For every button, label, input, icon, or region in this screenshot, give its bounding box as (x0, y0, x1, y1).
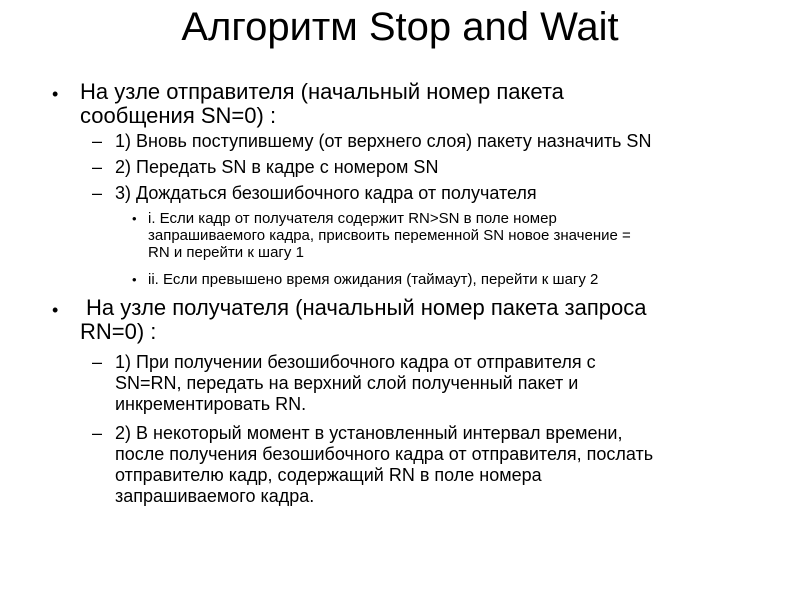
receiver-step-1-line2: SN=RN, передать на верхний слой полученный пакет и (115, 373, 579, 393)
receiver-step-2-line2: после получения безошибочного кадра от отправителя, послать (115, 444, 654, 464)
bullet-marker: • (52, 84, 59, 104)
receiver-heading (80, 296, 647, 344)
receiver-step-1 (115, 352, 596, 415)
dash-marker: – (92, 131, 103, 151)
dash-marker: – (92, 352, 103, 372)
dash-marker: – (92, 423, 103, 443)
receiver-step-2 (115, 423, 653, 507)
receiver-heading-line1: На узле получателя (начальный номер пакета запроса (86, 295, 647, 320)
receiver-step-2-line4: запрашиваемого кадра. (115, 486, 315, 506)
receiver-step-1-line3: инкрементировать RN. (115, 394, 307, 414)
sub-bullet-marker: • (132, 272, 137, 287)
slide-title: Алгоритм Stop and Wait (181, 5, 619, 49)
receiver-step-1-line1: 1) При получении безошибочного кадра от отправителя с (115, 352, 596, 372)
substep-i-line2: запрашиваемого кадра, присвоить переменной SN новое значение = (148, 227, 631, 244)
receiver-heading-line2: RN=0) : (80, 319, 157, 344)
receiver-step-2-line1: 2) В некоторый момент в установленный интервал времени, (115, 423, 623, 443)
dash-marker: – (92, 157, 103, 177)
sender-step-1: 1) Вновь поступившему (от верхнего слоя) пакету назначить SN (115, 131, 652, 151)
sub-bullet-marker: • (132, 211, 137, 226)
receiver-step-2-line3: отправителю кадр, содержащий RN в поле номера (115, 465, 542, 485)
substep-i-line1: i. Если кадр от получателя содержит RN>SN в поле номер (148, 210, 557, 227)
sender-step-3: 3) Дождаться безошибочного кадра от получателя (115, 183, 537, 203)
dash-marker: – (92, 183, 103, 203)
substep-i-line3: RN и перейти к шагу 1 (148, 244, 304, 261)
sender-step-2: 2) Передать SN в кадре с номером SN (115, 157, 439, 177)
sender-substep-ii: ii. Если превышено время ожидания (таймаут), перейти к шагу 2 (148, 271, 599, 288)
bullet-marker: • (52, 300, 59, 320)
sender-heading-line2: сообщения SN=0) : (80, 103, 277, 128)
sender-heading-line1: На узле отправителя (начальный номер пакета (80, 79, 564, 104)
sender-heading (80, 80, 564, 128)
sender-substep-i (148, 210, 631, 261)
